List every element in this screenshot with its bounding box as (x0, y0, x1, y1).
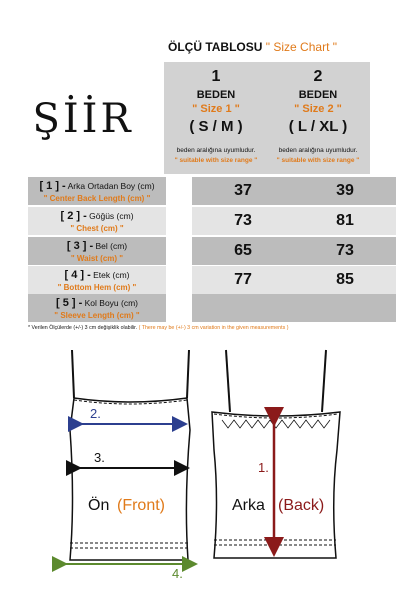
table-row-center-back-length (28, 177, 372, 205)
row-label-en: " Chest (cm) " (70, 224, 124, 233)
row-index: [ 4 ] - (64, 269, 91, 281)
row-label-en: " Bottom Hem (cm) " (57, 283, 137, 292)
size-1-value: 37 (192, 177, 294, 205)
size-number: 2 (313, 68, 323, 85)
size-beden: BEDEN (298, 89, 338, 101)
front-label-en: (Front) (117, 497, 165, 514)
size-1-value (192, 294, 294, 322)
row-label-tr: Kol Boyu (cm) (84, 298, 139, 308)
size-note: beden aralığına uyumludur. (278, 147, 358, 154)
size-column-1 (164, 62, 268, 174)
table-row-sleeve-length (28, 294, 372, 322)
table-row-bottom-hem (28, 266, 372, 294)
row-label (28, 237, 166, 265)
marker-4-label: 4. (172, 566, 183, 581)
size-chart-title (168, 40, 398, 54)
row-label (28, 207, 166, 235)
size-label-en: " Size 2 " (294, 103, 342, 115)
size-note-en: " suitable with size range " (276, 157, 360, 164)
variation-footnote (28, 325, 400, 331)
row-label-en: " Center Back Length (cm) " (43, 194, 151, 203)
title-en: " Size Chart " (265, 40, 337, 54)
marker-1-label: 1. (258, 460, 269, 475)
row-index: [ 5 ] - (55, 297, 83, 309)
row-label (28, 266, 166, 294)
row-label-tr: Bel (cm) (95, 241, 128, 251)
row-label-tr: Göğüs (cm) (89, 211, 134, 221)
size-2-value: 39 (294, 177, 396, 205)
footnote-tr: * Verilen Ölçülerde (+/-) 3 cm değişiklik olabilir. (28, 325, 138, 331)
table-row-waist (28, 237, 372, 265)
size-2-value: 73 (294, 237, 396, 265)
table-row-chest (28, 207, 372, 235)
footnote-en: ( There may be (+/-) 3 cm variation in the given measurements ) (138, 325, 289, 331)
row-index: [ 2 ] - (60, 210, 87, 222)
row-label (28, 294, 166, 322)
size-label-en: " Size 1 " (192, 103, 240, 115)
size-1-value: 73 (192, 207, 294, 235)
size-beden: BEDEN (196, 89, 236, 101)
size-range: ( L / XL ) (288, 118, 348, 135)
row-index: [ 1 ] - (39, 180, 66, 192)
garment-diagrams (0, 340, 400, 600)
row-label-en: " Sleeve Length (cm) " (54, 311, 140, 320)
front-label-tr: Ön (88, 497, 110, 514)
size-note-en: " suitable with size range " (174, 157, 258, 164)
size-note: beden aralığına uyumludur. (176, 147, 256, 154)
title-tr: ÖLÇÜ TABLOSU (168, 40, 263, 54)
size-number: 1 (211, 68, 221, 85)
size-2-value: 81 (294, 207, 396, 235)
row-label-tr: Etek (cm) (93, 270, 130, 280)
brand-logo: ŞİİR (32, 96, 134, 142)
row-label-tr: Arka Ortadan Boy (cm) (67, 181, 155, 191)
size-range: ( S / M ) (189, 118, 243, 135)
back-label-tr: Arka (232, 497, 265, 514)
size-2-value: 85 (294, 266, 396, 294)
back-label-en: (Back) (278, 497, 325, 514)
row-label (28, 177, 166, 205)
row-label-en: " Waist (cm) " (70, 254, 124, 263)
size-2-value (294, 294, 396, 322)
size-column-2 (266, 62, 370, 174)
hem-measure-arrow (64, 564, 194, 581)
marker-3-label: 3. (94, 450, 105, 465)
front-garment (70, 350, 190, 560)
size-1-value: 77 (192, 266, 294, 294)
size-1-value: 65 (192, 237, 294, 265)
back-garment (212, 350, 340, 558)
row-index: [ 3 ] - (66, 240, 94, 252)
marker-2-label: 2. (90, 406, 101, 421)
